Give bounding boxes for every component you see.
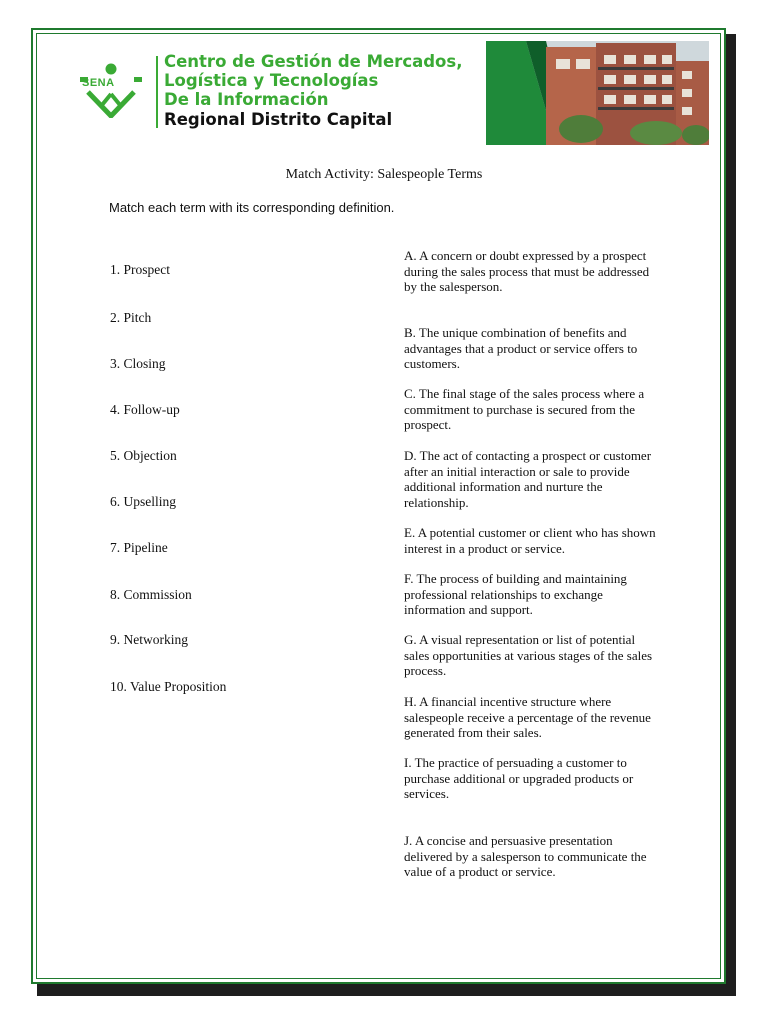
center-name-line: De la Información [164, 90, 329, 109]
term-item: 3. Closing [110, 356, 166, 371]
page-title: Match Activity: Salespeople Terms [285, 167, 483, 182]
term-item: 5. Objection [110, 448, 177, 463]
building-photo [486, 41, 709, 145]
definition-item: E. A potential customer or client who has shown interest in a product or service. [404, 525, 656, 556]
term-item: 9. Networking [110, 632, 188, 647]
term-item: 1. Prospect [110, 262, 170, 277]
term-item: 7. Pipeline [110, 540, 168, 555]
center-name-line: Centro de Gestión de Mercados, [164, 52, 463, 71]
definition-item: F. The process of building and maintaining professional relationships to exchange information and support. [404, 571, 627, 617]
term-item: 6. Upselling [110, 494, 176, 509]
term-item: 4. Follow-up [110, 402, 180, 417]
definition-item: G. A visual representation or list of potential sales opportunities at various stages of the sales process. [404, 632, 653, 678]
definition-item: C. The final stage of the sales process where a commitment to purchase is secured from the prospect. [404, 386, 645, 432]
term-item: 10. Value Proposition [110, 679, 227, 694]
definition-item: I. The practice of persuading a customer to purchase additional or upgraded products or services. [404, 755, 634, 801]
definition-item: B. The unique combination of benefits and advantages that a product or service offers to customers. [404, 325, 638, 371]
definition-item: A. A concern or doubt expressed by a prospect during the sales process that must be addressed by the salesperson. [404, 248, 650, 294]
center-name [164, 52, 462, 109]
term-item: 2. Pitch [110, 310, 152, 325]
instructions: Match each term with its corresponding definition. [109, 200, 395, 215]
sena-logo-icon [78, 62, 144, 118]
center-name-line: Logística y Tecnologías [164, 71, 379, 90]
term-item: 8. Commission [110, 587, 192, 602]
definition-item: H. A financial incentive structure where salespeople receive a percentage of the revenue generated from their sales. [404, 694, 651, 740]
header-divider [156, 56, 158, 128]
definition-item: D. The act of contacting a prospect or customer after an initial interaction or sale to provide additional information and nurture the relationship. [404, 448, 652, 510]
definition-item: J. A concise and persuasive presentation delivered by a salesperson to communicate the value of a product or service. [404, 833, 647, 879]
logo-text: SENA [82, 77, 115, 89]
regional-name: Regional Distrito Capital [164, 110, 393, 129]
